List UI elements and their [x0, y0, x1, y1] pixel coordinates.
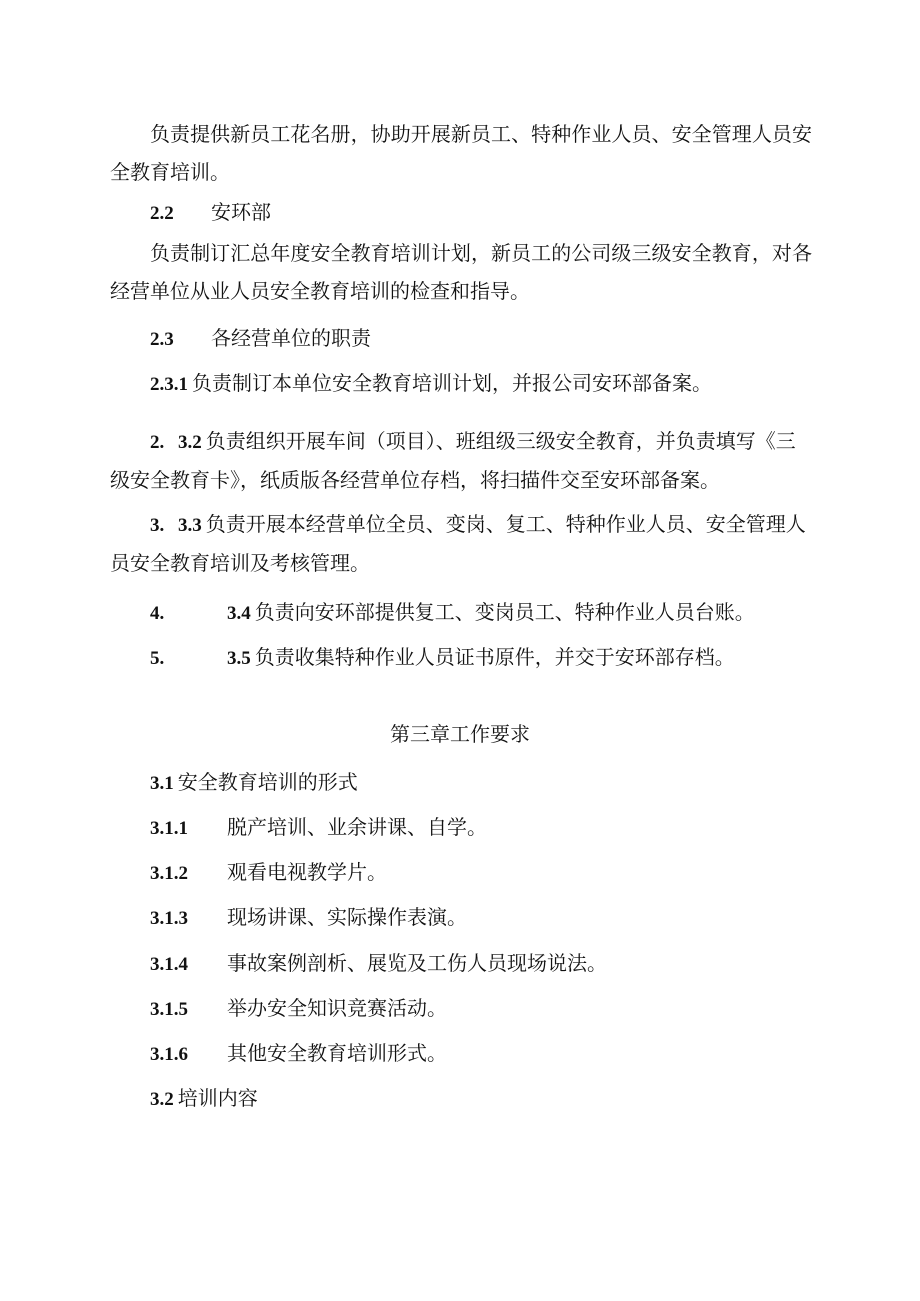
list-number: 3.3 [178, 515, 202, 536]
list-number: 3.5 [227, 648, 251, 669]
section-3-1-1 [150, 815, 487, 841]
list-prefix: 2. [150, 432, 165, 453]
list-prefix: 5. [150, 648, 165, 669]
section-text: 事故案例剖析、展览及工伤人员现场说法。 [227, 951, 607, 975]
list-text: 负责组织开展车间（项目）、班组级三级安全教育，并负责填写《三 [205, 429, 796, 453]
section-text: 举办安全知识竞赛活动。 [227, 996, 447, 1020]
list-number: 3.2 [178, 432, 202, 453]
section-number: 2.2 [150, 203, 174, 224]
section-number: 3.1.6 [150, 1044, 188, 1065]
section-3-1-2 [150, 860, 387, 886]
list-text: 负责收集特种作业人员证书原件，并交于安环部存档。 [254, 645, 735, 669]
list-prefix: 4. [150, 603, 165, 624]
section-2-3-heading [150, 326, 371, 352]
section-number: 3.1.4 [150, 954, 188, 975]
section-number: 3.1.5 [150, 999, 188, 1020]
section-text: 现场讲课、实际操作表演。 [227, 905, 467, 929]
section-text: 其他安全教育培训形式。 [227, 1041, 447, 1065]
section-number: 2.3 [150, 329, 174, 350]
section-2-3-1 [150, 371, 712, 397]
section-3-1-heading [150, 770, 358, 796]
section-number: 3.1 [150, 773, 174, 794]
section-3-1-3 [150, 905, 467, 931]
section-title: 培训内容 [177, 1086, 258, 1110]
list-item-2-line-2: 级安全教育卡》，纸质版各经营单位存档，将扫描件交至安环部备案。 [110, 468, 720, 492]
list-text: 负责向安环部提供复工、变岗员工、特种作业人员台账。 [254, 600, 755, 624]
list-number: 3.4 [227, 603, 251, 624]
list-item-3-line-2: 员安全教育培训及考核管理。 [110, 551, 370, 575]
section-3-1-6 [150, 1041, 447, 1067]
section-number: 3.1.2 [150, 863, 188, 884]
paragraph-intro-line-1: 负责提供新员工花名册，协助开展新员工、特种作业人员、安全管理人员安 [150, 122, 812, 146]
section-number: 3.1.1 [150, 818, 188, 839]
section-3-1-5 [150, 996, 447, 1022]
paragraph-intro-line-2: 全教育培训。 [110, 160, 230, 184]
paragraph-2-2-line-2: 经营单位从业人员安全教育培训的检查和指导。 [110, 279, 530, 303]
section-text: 负责制订本单位安全教育培训计划，并报公司安环部备案。 [192, 371, 712, 395]
section-title: 各经营单位的职责 [211, 326, 371, 350]
chapter-3-title: 第三章工作要求 [390, 722, 530, 746]
section-title: 安全教育培训的形式 [177, 770, 358, 794]
list-item-3-line-1 [150, 512, 806, 538]
section-text: 脱产培训、业余讲课、自学。 [227, 815, 487, 839]
section-number: 3.2 [150, 1089, 174, 1110]
section-2-2-heading [150, 200, 271, 226]
list-text: 负责开展本经营单位全员、变岗、复工、特种作业人员、安全管理人 [205, 512, 806, 536]
section-number: 2.3.1 [150, 374, 188, 395]
list-item-4 [150, 600, 755, 626]
section-3-1-4 [150, 951, 607, 977]
paragraph-2-2-line-1: 负责制订汇总年度安全教育培训计划，新员工的公司级三级安全教育，对各 [150, 241, 812, 265]
section-number: 3.1.3 [150, 908, 188, 929]
list-item-5 [150, 645, 735, 671]
section-3-2-heading [150, 1086, 258, 1112]
list-prefix: 3. [150, 515, 165, 536]
section-text: 观看电视教学片。 [227, 860, 387, 884]
list-item-2-line-1 [150, 429, 796, 455]
section-title: 安环部 [211, 200, 271, 224]
